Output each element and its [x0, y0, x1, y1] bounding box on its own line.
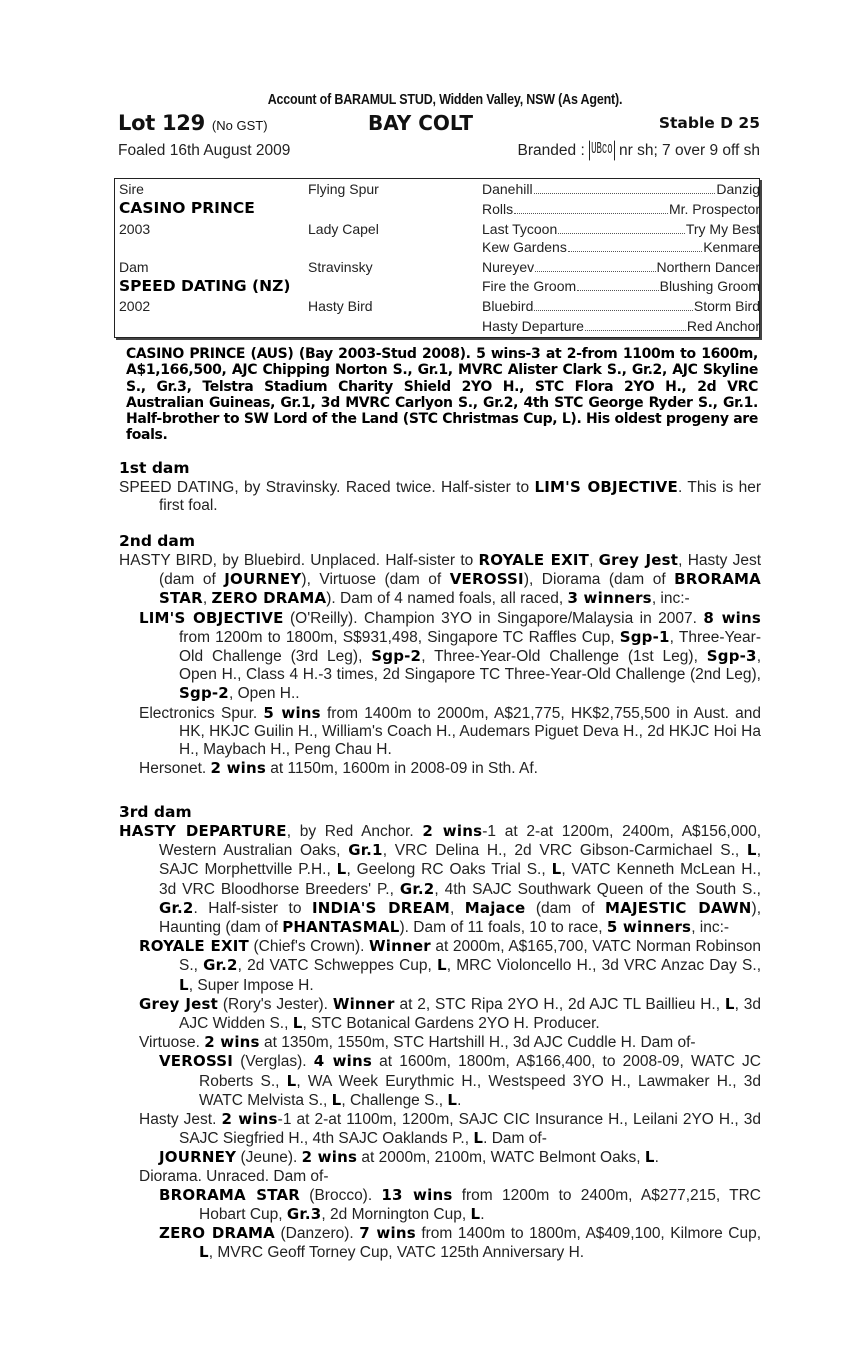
ggp-left: Last Tycoon — [482, 221, 558, 237]
text-run: , VRC Delina H., 2d VRC Gibson-Carmichael S., — [382, 842, 747, 860]
bold-text: INDIA'S DREAM — [311, 898, 450, 917]
bold-text: Gr.1 — [348, 841, 383, 860]
bold-text: Grey Jest — [598, 551, 679, 569]
bold-text: Sgp-3 — [706, 647, 757, 666]
ggp-right: Storm Bird — [693, 298, 760, 314]
text-run: ), Diorama (dam of — [523, 571, 675, 589]
text-run: , Three-Year-Old Challenge (3rd Leg), — [179, 628, 761, 666]
bold-text: MAJESTIC DAWN — [605, 898, 752, 917]
leader-dots — [585, 329, 686, 331]
text-run: , inc:- — [691, 919, 730, 937]
branded-info — [518, 142, 760, 160]
leader-dots — [534, 309, 693, 311]
text-run: , SAJC Morphettville P.H., — [159, 842, 761, 879]
bold-text: L — [292, 1014, 303, 1033]
bold-text: 3 winners — [567, 589, 652, 608]
text-run: (Rory's Jester). — [218, 995, 333, 1013]
text-run: from 1400m to 1800m, A$409,100, Kilmore Cup, — [415, 1225, 761, 1243]
ggp-left: Nureyev — [482, 259, 535, 275]
text-run: Diorama. Unraced. Dam of- — [139, 1167, 329, 1185]
bold-text: VEROSSI — [449, 570, 524, 589]
bold-text: L — [746, 841, 757, 860]
text-run: . Half-sister to — [193, 899, 312, 917]
ggp-right: Try My Best — [685, 221, 760, 237]
text-run: , WA Week Eurythmic H., Westspeed 3YO H., Lawmaker H., 3d WATC Melvista S., — [199, 1072, 761, 1109]
bold-text: 4 wins — [313, 1052, 373, 1071]
text-run: (O'Reilly). Champion 3YO in Singapore/Malaysia in 2007. — [283, 609, 704, 627]
stable-location: Stable D 25 — [658, 114, 760, 132]
ggp-right: Danzig — [716, 181, 760, 197]
ggp-left: Hasty Departure — [482, 318, 584, 334]
bold-text: LIM'S OBJECTIVE — [139, 608, 284, 627]
bold-text: Majace — [464, 898, 526, 917]
text-run: from 1200m to 2400m, A$277,215, TRC Hobart Cup, — [199, 1186, 761, 1224]
great-grandparent-row — [482, 259, 760, 275]
dam-name: SPEED DATING (NZ) — [119, 277, 291, 295]
text-run: at 2000m, A$165,700, VATC Norman Robinson S., — [179, 938, 762, 975]
text-run: Virtuose. — [139, 1034, 205, 1052]
great-grandparent-row — [482, 221, 760, 237]
bold-text: 5 wins — [263, 703, 321, 722]
leader-dots — [534, 192, 716, 194]
ggp-left: Kew Gardens — [482, 239, 567, 255]
text-run: . This is her first foal. — [159, 479, 761, 515]
bold-text: L — [551, 860, 562, 879]
leader-dots — [514, 212, 668, 214]
text-run: from 1200m to 1800m, S$931,498, Singapore TC Raffles Cup, — [179, 628, 620, 646]
text-run: . — [457, 1091, 462, 1109]
second-dam-section — [119, 532, 761, 778]
text-run: , 2d VATC Schweppes Cup, — [237, 957, 438, 975]
leader-dots — [577, 289, 658, 291]
bold-text: L — [724, 994, 735, 1013]
third-dam-heading: 3rd dam — [119, 803, 192, 821]
great-grandparent-row — [482, 181, 760, 197]
produce-record — [119, 822, 761, 937]
text-run: , VATC Kenneth McLean H., 3d VRC Bloodhorse Breeders' P., — [159, 861, 762, 898]
text-run: , STC Botanical Gardens 2YO H. Producer. — [302, 1015, 600, 1033]
text-run: HASTY BIRD, by Bluebird. Unplaced. Half-sister to — [119, 552, 479, 569]
first-dam-heading: 1st dam — [119, 459, 190, 477]
sire-label: Sire — [119, 181, 144, 197]
ggp-right: Northern Dancer — [656, 259, 760, 275]
bold-text: JOURNEY — [159, 1148, 237, 1167]
leader-dots — [558, 232, 685, 234]
text-run: (dam of — [525, 899, 606, 917]
bold-text: HASTY DEPARTURE — [119, 822, 287, 840]
bold-text: ZERO DRAMA — [211, 589, 327, 608]
text-run: Hasty Jest. — [139, 1111, 222, 1129]
produce-record — [119, 1110, 761, 1148]
bold-text: L — [336, 860, 347, 879]
text-run: -1 at 2-at 1100m, 1200m, SAJC CIC Insurance H., Leilani 2YO H., 3d SAJC Siegfried H., 4th SAJC Oaklands P., — [179, 1111, 761, 1148]
text-run: at 2, STC Ripa 2YO H., 2d AJC TL Baillieu H., — [394, 995, 725, 1013]
granddam-maternal: Hasty Bird — [308, 298, 373, 314]
bold-text: LIM'S OBJECTIVE — [534, 478, 678, 496]
text-run: , — [202, 590, 212, 608]
text-run: ), Virtuose (dam of — [301, 571, 450, 589]
bold-text: Sgp-2 — [371, 647, 422, 666]
text-run: . — [654, 1149, 659, 1167]
bold-text: ROYALE EXIT — [478, 551, 590, 569]
text-run: , 2d Mornington Cup, — [321, 1206, 471, 1224]
text-run: at 1600m, 1800m, A$166,400, to 2008-09, WATC JC Roberts S., — [199, 1053, 761, 1090]
text-run: , by Red Anchor. — [286, 823, 423, 840]
foaled-branded-line — [118, 142, 760, 166]
produce-record — [119, 478, 761, 515]
text-run: Hersonet. — [139, 760, 211, 778]
text-run: , Hasty Jest (dam of — [159, 552, 762, 589]
great-grandparent-row — [482, 239, 760, 255]
text-run: , — [449, 899, 465, 917]
bold-text: 5 winners — [606, 918, 692, 937]
text-run: . — [480, 1206, 485, 1224]
text-run: , 3d AJC Widden S., — [179, 995, 761, 1033]
great-grandparent-row — [482, 298, 760, 314]
text-run: , Super Impose H. — [188, 976, 314, 994]
bold-text: L — [179, 975, 189, 994]
second-dam-heading: 2nd dam — [119, 532, 196, 550]
text-run: Electronics Spur. — [139, 704, 264, 722]
dam-year: 2002 — [119, 298, 151, 314]
text-run: SPEED DATING, by Stravinsky. Raced twice. Half-sister to — [119, 479, 535, 496]
bold-text: L — [644, 1148, 655, 1167]
bold-text: JOURNEY — [224, 570, 302, 589]
produce-record — [119, 759, 761, 778]
bold-text: 2 wins — [204, 1033, 260, 1052]
bold-text: L — [473, 1129, 484, 1148]
leader-dots — [535, 270, 655, 272]
bold-text: L — [331, 1090, 342, 1109]
text-run: , Open H., Class 4 H.-3 times, 2d Singapore TC Three-Year-Old Challenge (2nd Leg), — [179, 648, 762, 684]
pedigree-table — [114, 178, 760, 338]
text-run: , MVRC Geoff Torney Cup, VATC 125th Anniversary H. — [208, 1244, 585, 1262]
second-dam-body — [119, 551, 761, 778]
third-dam-section — [119, 803, 761, 1263]
text-run: , Challenge S., — [341, 1091, 448, 1109]
bold-text: VEROSSI — [159, 1052, 234, 1071]
text-run: , Geelong RC Oaks Trial S., — [346, 861, 552, 879]
ggp-left: Danehill — [482, 181, 533, 197]
bold-text: 13 wins — [381, 1185, 453, 1204]
granddam-paternal: Lady Capel — [308, 221, 379, 237]
text-run: (Brocco). — [300, 1186, 382, 1204]
ggp-right: Red Anchor — [686, 318, 760, 334]
bold-text: 2 wins — [301, 1148, 358, 1167]
bold-text: L — [286, 1071, 297, 1090]
text-run: (Jeune). — [236, 1149, 302, 1167]
bold-text: 8 wins — [703, 608, 761, 627]
produce-record — [119, 1224, 761, 1262]
ggp-right: Mr. Prospector — [668, 201, 760, 217]
brand-mark-icon: UBco — [591, 140, 613, 159]
bold-text: Gr.2 — [159, 898, 194, 917]
bold-text: L — [199, 1243, 209, 1262]
bold-text: L — [447, 1090, 458, 1109]
text-run: , — [589, 552, 599, 569]
produce-record — [119, 1033, 761, 1052]
text-run: at 1350m, 1550m, STC Hartshill H., 3d AJC Cuddle H. Dam of- — [259, 1034, 696, 1052]
bold-text: Gr.3 — [286, 1205, 322, 1224]
first-dam-body — [119, 478, 761, 515]
text-run: , MRC Violoncello H., 3d VRC Anzac Day S., — [446, 957, 761, 975]
dam-label: Dam — [119, 259, 149, 275]
text-run: ), Haunting (dam of — [159, 899, 761, 937]
text-run: -1 at 2-at 1200m, 2400m, A$156,000, Western Australian Oaks, — [159, 823, 762, 860]
produce-record — [119, 937, 761, 995]
ggp-left: Fire the Groom — [482, 278, 577, 294]
produce-record — [119, 1186, 761, 1224]
leader-dots — [568, 250, 702, 252]
first-dam-section — [119, 459, 761, 515]
bold-text: L — [437, 956, 447, 975]
ggp-left: Bluebird — [482, 298, 534, 314]
text-run: . Dam of- — [483, 1130, 547, 1148]
ggp-left: Rolls — [482, 201, 514, 217]
lot-line — [118, 111, 760, 137]
great-grandparent-row — [482, 278, 760, 294]
text-run: ). Dam of 11 foals, 10 to race, — [399, 919, 607, 937]
produce-record — [119, 995, 761, 1033]
vendor-account-line: Account of BARAMUL STUD, Widden Valley, NSW (As Agent). — [267, 92, 623, 108]
bold-text: 7 wins — [359, 1224, 416, 1243]
text-run: , Three-Year-Old Challenge (1st Leg), — [421, 648, 707, 666]
catalogue-page-header — [118, 90, 760, 166]
produce-record — [119, 1052, 761, 1110]
grandsire-paternal: Flying Spur — [308, 181, 379, 197]
text-run: (Danzero). — [274, 1225, 360, 1243]
bold-text: 2 wins — [221, 1110, 278, 1129]
third-dam-body — [119, 822, 761, 1263]
produce-record — [119, 609, 761, 704]
colour-sex: BAY COLT — [368, 111, 474, 135]
bold-text: Sgp-2 — [179, 684, 229, 703]
ggp-right: Blushing Groom — [659, 278, 760, 294]
bold-text: Gr.2 — [399, 879, 435, 898]
bold-text: L — [470, 1205, 481, 1224]
text-run: , inc:- — [651, 590, 690, 608]
produce-record — [119, 1148, 761, 1167]
great-grandparent-row — [482, 201, 760, 217]
great-grandparent-row — [482, 318, 760, 334]
bold-text: 2 wins — [210, 759, 266, 778]
branded-label: Branded : — [517, 142, 585, 159]
grandsire-maternal: Stravinsky — [308, 259, 373, 275]
brand-position: nr sh; 7 over 9 off sh — [618, 142, 760, 159]
lot-label: Lot 129 — [118, 111, 205, 135]
ggp-right: Kenmare — [703, 239, 760, 255]
text-run: ). Dam of 4 named foals, all raced, — [326, 590, 568, 608]
bold-text: BRORAMA STAR — [159, 1185, 301, 1204]
bold-text: Gr.2 — [203, 956, 238, 975]
sire-year: 2003 — [119, 221, 151, 237]
foaled-date: Foaled 16th August 2009 — [118, 142, 291, 159]
lot-number — [118, 111, 268, 135]
bold-text: Sgp-1 — [619, 627, 670, 646]
text-run: (Verglas). — [233, 1053, 314, 1071]
bold-text: Winner — [332, 994, 395, 1013]
bold-text: Grey Jest — [139, 994, 219, 1013]
sire-name: CASINO PRINCE — [119, 199, 255, 217]
text-run: from 1400m to 2000m, A$21,775, HK$2,755,500 in Aust. and HK, HKJC Guilin H., William's Coach H., Audemars Piguet Deva H., 2d HKJC Hoi Ha H., Maybach H., Peng Chau H. — [179, 704, 762, 759]
bold-text: 2 wins — [422, 822, 483, 840]
bold-text: BRORAMA STAR — [159, 570, 761, 608]
text-run: at 2000m, 2100m, WATC Belmont Oaks, — [357, 1149, 645, 1167]
produce-record — [119, 551, 761, 609]
text-run: , 4th SAJC Southwark Queen of the South S., — [434, 880, 761, 898]
bold-text: ROYALE EXIT — [139, 937, 249, 956]
produce-record — [119, 704, 761, 760]
gst-note: (No GST) — [211, 118, 268, 133]
text-run: at 1150m, 1600m in 2008-09 in Sth. Af. — [265, 760, 538, 778]
text-run: , Open H.. — [228, 685, 300, 703]
text-run: (Chief's Crown). — [248, 938, 369, 956]
bold-text: ZERO DRAMA — [159, 1224, 275, 1243]
sire-summary: CASINO PRINCE (AUS) (Bay 2003-Stud 2008). 5 wins-3 at 2-from 1100m to 1600m, A$1,166,500, AJC Chipping Norton S., Gr.1, MVRC Alister Clark S., Gr.2, AJC Skyline S., Gr.3, Telstra Stadium Charity Shield 2YO H., STC Flora 2YO H., 2d VRC Australian Guineas, Gr.1, 3d MVRC Carlyon S., Gr.2, 4th STC George Ryder S., Gr.1. Half-brother to SW Lord of the Land (STC Christmas Cup, L). His oldest progeny are foals. — [126, 346, 758, 444]
bold-text: PHANTASMAL — [282, 918, 400, 937]
produce-record — [119, 1168, 761, 1186]
bold-text: Winner — [369, 937, 431, 956]
